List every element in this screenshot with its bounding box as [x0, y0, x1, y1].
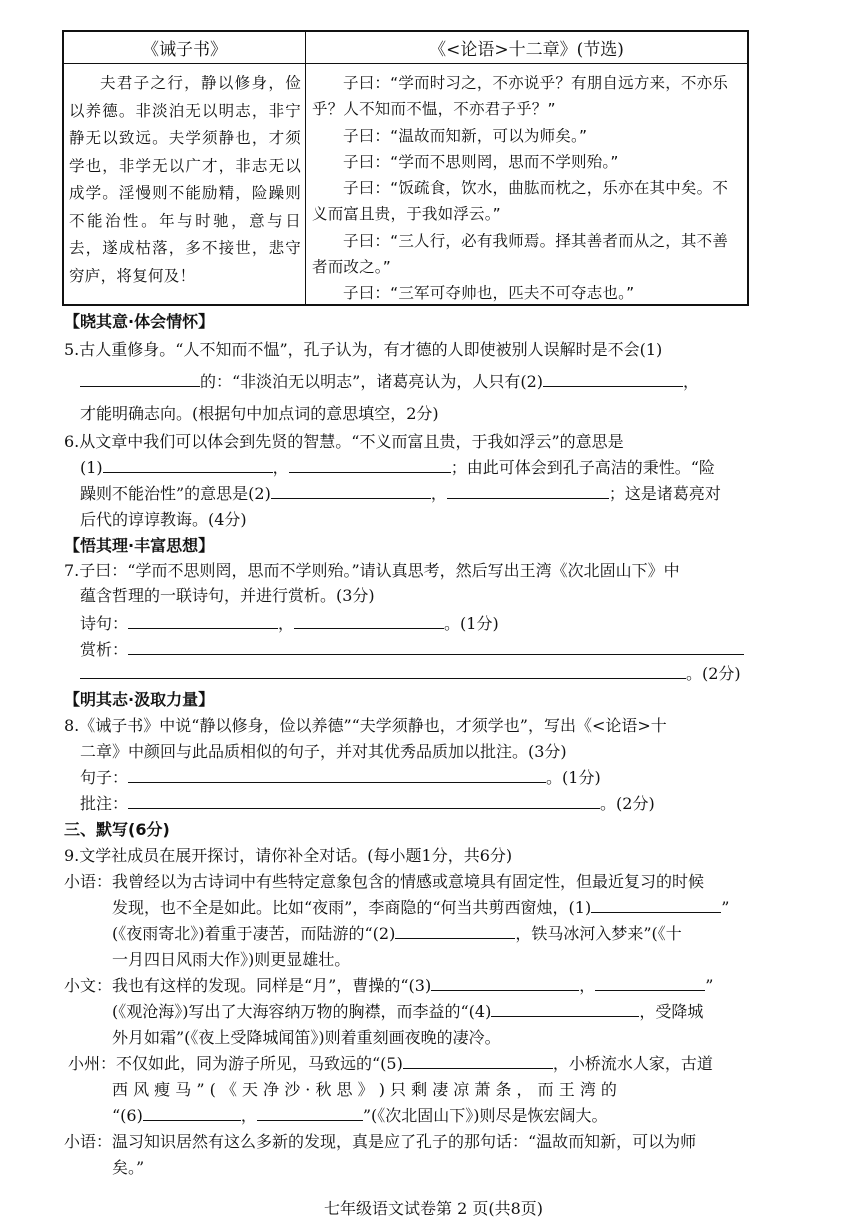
- question-8-line: 8.《诫子书》中说“静以修身，俭以养德”“夫学须静也，才须学也”，写出《<论语>十: [64, 716, 667, 735]
- lunyu-line: 子曰：“学而不思则罔，思而不学则殆。”: [343, 152, 619, 171]
- question-7-line: 。(2分): [80, 664, 741, 684]
- answer-blank[interactable]: [128, 640, 744, 655]
- dialogue-line: 外月如霜”(《夜上受降城闻笛》)则着重刻画夜晚的凄冷。: [112, 1028, 501, 1047]
- answer-blank[interactable]: [257, 1106, 363, 1121]
- question-6-line: 6.从文章中我们可以体会到先贤的智慧。“不义而富且贵，于我如浮云”的意思是: [64, 432, 624, 451]
- question-7-line: 诗句： ， 。(1分): [80, 614, 499, 633]
- dialogue-line: 小文：我也有这样的发现。同样是“月”，曹操的“(3) ， ”: [64, 976, 714, 995]
- table-header-lunyu: 《<论语>十二章》(节选): [306, 32, 747, 64]
- question-5-line: 才能明确志向。(根据句中加点词的意思填空，2分): [80, 404, 439, 423]
- answer-blank[interactable]: [128, 768, 546, 783]
- answer-blank[interactable]: [128, 614, 278, 629]
- jiezishu-text-cell: [64, 64, 306, 304]
- dialogue-line: (《观沧海》)写出了大海容纳万物的胸襟，而李益的“(4) ，受降城: [112, 1002, 704, 1021]
- answer-blank[interactable]: [491, 1002, 639, 1017]
- dialogue-line: 小州：不仅如此，同为游子所见，马致远的“(5) ，小桥流水人家，古道: [68, 1054, 713, 1073]
- answer-blank[interactable]: [271, 484, 431, 499]
- question-5-line: 的：“非淡泊无以明志”，诸葛亮认为，人只有(2) ，: [80, 372, 699, 392]
- section-heading: 【晓其意·体会情怀】: [64, 312, 215, 331]
- answer-blank[interactable]: [447, 484, 609, 499]
- question-7-line: 赏析：: [80, 640, 744, 660]
- answer-blank[interactable]: [591, 898, 721, 913]
- lunyu-line: 子曰：“学而时习之，不亦说乎？有朋自远方来，不亦乐乎？人不知而不愠，不亦君子乎？”: [312, 74, 729, 119]
- answer-blank[interactable]: [431, 976, 579, 991]
- answer-blank[interactable]: [595, 976, 705, 991]
- table-header-jiezishu: 《诫子书》: [64, 32, 306, 64]
- answer-blank[interactable]: [103, 458, 273, 473]
- dialogue-line: “(6) ， ”(《次北固山下》)则尽是恢宏阔大。: [112, 1106, 608, 1125]
- answer-blank[interactable]: [143, 1106, 241, 1121]
- question-9-line: 9.文学社成员在展开探讨，请你补全对话。(每小题1分，共6分): [64, 846, 513, 865]
- dialogue-line: 矣。”: [112, 1158, 145, 1177]
- dialogue-line: 发现，也不全是如此。比如“夜雨”，李商隐的“何当共剪西窗烛，(1) ”: [112, 898, 730, 917]
- dialogue-line: 西 风 瘦 马 ” ( 《 天 净 沙 · 秋 思 》 ) 只 剩 凄 凉 萧 条 ， 而 王 湾 的: [112, 1080, 617, 1099]
- dialogue-line: 一月四日风雨大作》)则更显雄壮。: [112, 950, 351, 969]
- lunyu-line: 子曰：“三军可夺帅也，匹夫不可夺志也。”: [343, 284, 635, 303]
- question-8-line: 批注： 。(2分): [80, 794, 655, 813]
- jiezishu-paragraph: 夫君子之行，静以修身，俭以养德。非淡泊无以明志，非宁静无以致远。夫学须静也，才须学也，非学无以广才，非志无以成学。淫慢则不能励精，险躁则不能治性。年与时驰，意与日去，遂成枯落，多不接世，悲守穷庐，将复何及！: [69, 74, 301, 285]
- answer-blank[interactable]: [294, 614, 444, 629]
- lunyu-text-cell: [306, 64, 747, 304]
- answer-blank[interactable]: [80, 664, 686, 679]
- lunyu-line: 子曰：“三人行，必有我师焉。择其善者而从之，其不善者而改之。”: [312, 231, 729, 277]
- section-heading: 【明其志·汲取力量】: [64, 690, 215, 709]
- lunyu-line: 子曰：“饭疏食，饮水，曲肱而枕之，乐亦在其中矣。不义而富且贵，于我如浮云。”: [312, 179, 729, 224]
- answer-blank[interactable]: [395, 924, 515, 939]
- answer-blank[interactable]: [128, 794, 600, 809]
- question-8-line: 二章》中颜回与此品质相似的句子，并对其优秀品质加以批注。(3分): [80, 742, 567, 761]
- dialogue-line: 小语：我曾经以为古诗词中有些特定意象包含的情感或意境具有固定性，但最近复习的时候: [64, 872, 705, 891]
- answer-blank[interactable]: [289, 458, 451, 473]
- question-5-line: 5.古人重修身。“人不知而不愠”，孔子认为，有才德的人即使被别人误解时是不会(1): [64, 340, 663, 359]
- question-6-line: 后代的谆谆教诲。(4分): [80, 510, 247, 529]
- answer-blank[interactable]: [403, 1054, 553, 1069]
- question-6-line: (1) ， ；由此可体会到孔子高洁的秉性。“险: [80, 458, 715, 477]
- question-7-line: 7.子曰：“学而不思则罔，思而不学则殆。”请认真思考，然后写出王湾《次北固山下》中: [64, 561, 680, 580]
- lunyu-line: 子曰：“温故而知新，可以为师矣。”: [343, 126, 588, 145]
- page-footer: 七年级语文试卷第 2 页(共8页): [323, 1199, 544, 1218]
- question-8-line: 句子： 。(1分): [80, 768, 601, 787]
- answer-blank[interactable]: [543, 372, 683, 387]
- section-heading: 三、默写(6分): [64, 820, 170, 839]
- question-6-line: 躁则不能治性”的意思是(2) ， ；这是诸葛亮对: [80, 484, 721, 503]
- text-comparison-table: [62, 30, 749, 306]
- dialogue-line: 小语：温习知识居然有这么多新的发现，真是应了孔子的那句话：“温故而知新，可以为师: [64, 1132, 697, 1151]
- dialogue-line: (《夜雨寄北》)着重于凄苦，而陆游的“(2) ，铁马冰河入梦来”(《十: [112, 924, 682, 943]
- section-heading: 【悟其理·丰富思想】: [64, 536, 215, 555]
- question-7-line: 蕴含哲理的一联诗句，并进行赏析。(3分): [80, 586, 375, 605]
- answer-blank[interactable]: [80, 372, 200, 387]
